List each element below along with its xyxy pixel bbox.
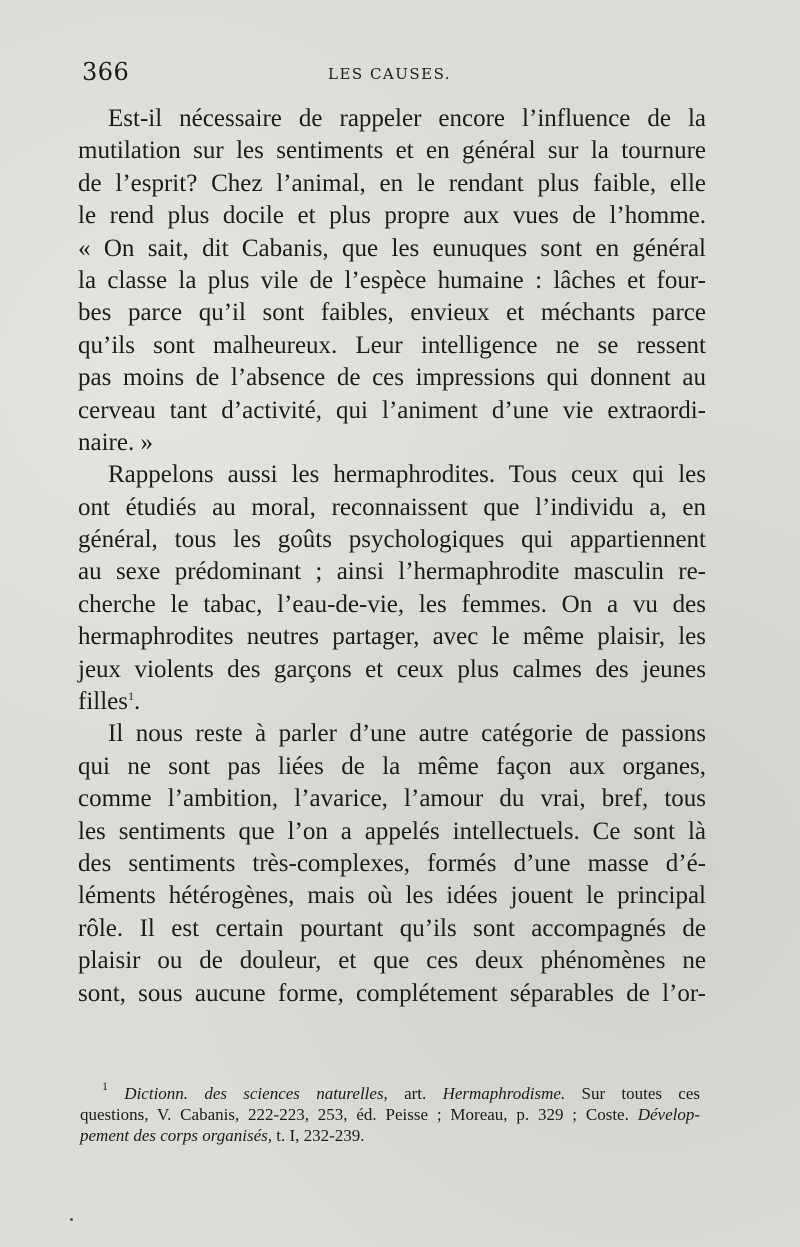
body-text [78, 103, 706, 1010]
text-line: ont étudiés au moral, reconnaissent que l’individu a, en [78, 493, 706, 521]
text-line: plaisir ou de douleur, et que ces deux phénomènes ne [78, 947, 706, 975]
paragraph-mutilation [78, 103, 706, 459]
footnote-work-title: pement des corps organisés, [80, 1126, 273, 1145]
footnote-line [80, 1125, 700, 1146]
text-line [78, 686, 706, 718]
text-line: qu’ils sont malheureux. Leur intelligence ne se ressent [78, 331, 706, 359]
text-line: cherche le tabac, l’eau-de-vie, les femmes. On a vu des [78, 590, 706, 618]
footnote-text: art. [387, 1084, 443, 1103]
text-line: Rappelons aussi les hermaphrodites. Tous ceux qui les [108, 461, 706, 489]
footnote-reference[interactable]: 1 [128, 689, 134, 704]
text-line: naire. » [78, 428, 153, 456]
paragraph-intellectual-passions [78, 718, 706, 1010]
text-line: bes parce qu’il sont faibles, envieux et méchants parce [78, 299, 706, 327]
text-line: pas moins de l’absence de ces impressions qui donnent au [78, 364, 706, 392]
text-line: des sentiments très-complexes, formés d’une masse d’é- [78, 849, 706, 877]
footnote-text: Sur toutes ces [565, 1084, 700, 1103]
text-line: de l’esprit? Chez l’animal, en le rendant plus faible, elle [78, 169, 706, 197]
paper-speck [70, 1218, 73, 1221]
footnote-line [80, 1104, 700, 1125]
text-line: hermaphrodites neutres partager, avec le même plaisir, les [78, 623, 706, 651]
footnote-source-title: Dictionn. des sciences naturelles, [124, 1084, 388, 1103]
page-number: 366 [82, 58, 130, 86]
text-line: Il nous reste à parler d’une autre catégorie de passions [108, 720, 706, 748]
footnote-mark: 1 [102, 1079, 108, 1093]
footnote [80, 1079, 700, 1146]
text-line: sont, sous aucune forme, complétement séparables de l’or- [78, 979, 706, 1007]
text-line: rôle. Il est certain pourtant qu’ils sont accompagnés de [78, 914, 706, 942]
text-line: général, tous les goûts psychologiques qui appartiennent [78, 526, 706, 554]
text-line: comme l’ambition, l’avarice, l’amour du vrai, bref, tous [78, 785, 706, 813]
text-line: « On sait, dit Cabanis, que les eunuques sont en général [78, 234, 706, 262]
text-line-words: filles [78, 688, 128, 716]
footnote-work-title: Dévelop- [628, 1105, 700, 1124]
text-line: qui ne sont pas liées de la même façon aux organes, [78, 752, 706, 780]
footnote-article-title: Hermaphrodisme. [442, 1084, 566, 1103]
footnote-line [80, 1079, 700, 1104]
footnote-text: t. I, 232-239. [272, 1126, 365, 1145]
running-title: LES CAUSES. [328, 65, 452, 83]
text-line: les sentiments que l’on a appelés intellectuels. Ce sont là [78, 817, 706, 845]
text-line: Est-il nécessaire de rappeler encore l’influence de la [108, 105, 706, 132]
page-header [82, 58, 702, 88]
paragraph-hermaphrodites [78, 459, 706, 718]
text-line: léments hétérogènes, mais où les idées jouent le principal [78, 882, 706, 910]
text-line: jeux violents des garçons et ceux plus calmes des jeunes [78, 655, 706, 683]
text-line: la classe la plus vile de l’espèce humaine : lâches et four- [78, 266, 706, 294]
text-line: mutilation sur les sentiments et en général sur la tournure [78, 137, 706, 165]
footnote-text: questions, V. Cabanis, 222-223, 253, éd. Peisse ; Moreau, p. 329 ; Coste. [80, 1105, 629, 1124]
text-line: le rend plus docile et plus propre aux vues de l’homme. [78, 202, 706, 230]
text-line: cerveau tant d’activité, qui l’animent d’une vie extraordi- [78, 396, 706, 424]
text-line: au sexe prédominant ; ainsi l’hermaphrodite masculin re- [78, 558, 706, 586]
text-line-end: . [134, 688, 141, 716]
